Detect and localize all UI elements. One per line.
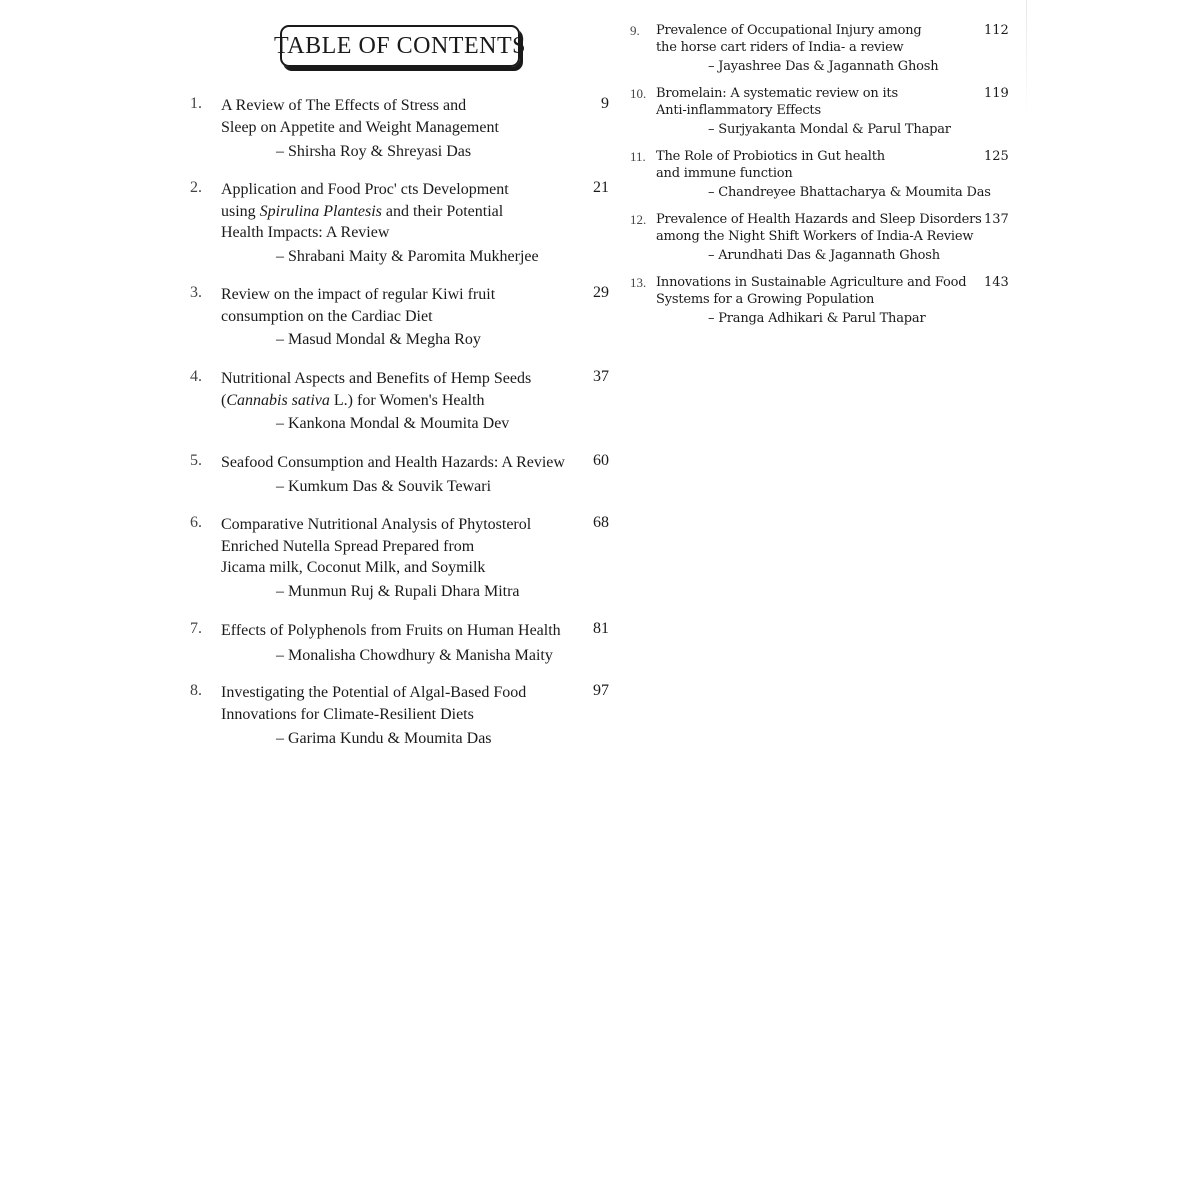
entry-title	[221, 620, 581, 642]
entry-page-number: 68	[593, 514, 609, 531]
entry-title-line: Innovations in Sustainable Agriculture and Food	[656, 275, 967, 290]
entry-authors: – Masud Mondal & Megha Roy	[276, 331, 481, 348]
entry-title-line: Anti-inflammatory Effects	[656, 102, 821, 118]
entry-page-number: 21	[593, 179, 609, 196]
entry-title	[221, 368, 581, 411]
entry-page-number: 119	[984, 86, 1009, 101]
entry-title	[656, 275, 966, 308]
entry-number: 12.	[630, 212, 647, 227]
entry-title-line: Seafood Consumption and Health Hazards: A Review	[221, 454, 565, 471]
entry-title-line: Health Impacts: A Review	[221, 224, 390, 241]
entry-title-line: Investigating the Potential of Algal-Based Food	[221, 684, 527, 701]
entry-title-line: among the Night Shift Workers of India-A Review	[656, 228, 974, 244]
entry-number: 11.	[630, 149, 646, 164]
entry-title-line: consumption on the Cardiac Diet	[221, 307, 433, 325]
entry-page-number: 37	[593, 368, 609, 385]
entry-title-line: Application and Food Proc' cts Development	[221, 181, 509, 198]
entry-title-line: Effects of Polyphenols from Fruits on Human Health	[221, 622, 561, 639]
entry-number: 8.	[190, 682, 202, 699]
entry-title-line: and immune function	[656, 165, 793, 181]
entry-title-line: Jicama milk, Coconut Milk, and Soymilk	[221, 559, 486, 576]
entry-title	[656, 23, 966, 56]
entry-number: 1.	[190, 95, 202, 112]
entry-title	[221, 179, 581, 244]
entry-title-line: Sleep on Appetite and Weight Management	[221, 118, 499, 136]
entry-title	[656, 212, 982, 245]
page-title: TABLE OF CONTENTS	[274, 32, 526, 59]
entry-number: 10.	[630, 86, 647, 101]
entry-title-line: Comparative Nutritional Analysis of Phytosterol	[221, 516, 532, 533]
entry-title-line: Enriched Nutella Spread Prepared from	[221, 537, 475, 555]
entry-page-number: 137	[984, 212, 1009, 227]
entry-number: 5.	[190, 452, 202, 469]
entry-title	[656, 149, 966, 182]
entry-page-number: 97	[593, 682, 609, 699]
entry-page-number: 112	[984, 23, 1009, 38]
entry-number: 2.	[190, 179, 202, 196]
entry-page-number: 143	[984, 275, 1009, 290]
entry-authors: – Arundhati Das & Jagannath Ghosh	[708, 248, 940, 263]
entry-number: 7.	[190, 620, 202, 637]
entry-title-line: the horse cart riders of India- a review	[656, 39, 904, 55]
entry-title-line: using Spirulina Plantesis and their Potential	[221, 202, 504, 220]
entry-title-line: The Role of Probiotics in Gut health	[656, 149, 885, 164]
entry-authors: – Jayashree Das & Jagannath Ghosh	[708, 59, 939, 74]
entry-title	[656, 86, 966, 119]
entry-page-number: 9	[601, 95, 609, 112]
entry-authors: – Munmun Ruj & Rupali Dhara Mitra	[276, 583, 520, 600]
entry-authors: – Kankona Mondal & Moumita Dev	[276, 415, 510, 432]
entry-title	[221, 682, 581, 725]
entry-authors: – Shrabani Maity & Paromita Mukherjee	[276, 248, 539, 265]
entry-authors: – Garima Kundu & Moumita Das	[276, 730, 492, 747]
entry-number: 6.	[190, 514, 202, 531]
entry-page-number: 81	[593, 620, 609, 637]
entry-title-line: Nutritional Aspects and Benefits of Hemp Seeds	[221, 370, 532, 387]
entry-authors: – Kumkum Das & Souvik Tewari	[276, 478, 492, 495]
entry-title-line: Bromelain: A systematic review on its	[656, 86, 898, 101]
entry-number: 13.	[630, 275, 647, 290]
entry-title-line: (Cannabis sativa L.) for Women's Health	[221, 391, 485, 409]
entry-page-number: 60	[593, 452, 609, 469]
entry-title	[221, 452, 581, 474]
entry-title-line: Innovations for Climate-Resilient Diets	[221, 705, 474, 723]
entry-title-line: Prevalence of Occupational Injury among	[656, 23, 922, 38]
entry-title	[221, 95, 581, 138]
entry-title-line: Review on the impact of regular Kiwi fruit	[221, 286, 496, 303]
entry-authors: – Chandreyee Bhattacharya & Moumita Das	[708, 185, 991, 200]
entry-title-line: Prevalence of Health Hazards and Sleep Disorders	[656, 212, 982, 227]
entry-title-line: Systems for a Growing Population	[656, 291, 875, 307]
entry-number: 9.	[630, 23, 640, 38]
entry-number: 4.	[190, 368, 202, 385]
table-of-contents-heading-box	[274, 25, 526, 67]
entry-number: 3.	[190, 284, 202, 301]
entry-page-number: 29	[593, 284, 609, 301]
entry-authors: – Monalisha Chowdhury & Manisha Maity	[276, 647, 553, 664]
entry-authors: – Surjyakanta Mondal & Parul Thapar	[708, 122, 951, 137]
entry-authors: – Shirsha Roy & Shreyasi Das	[276, 143, 472, 160]
entry-authors: – Pranga Adhikari & Parul Thapar	[708, 311, 926, 326]
entry-title	[221, 514, 581, 579]
entry-title-line: A Review of The Effects of Stress and	[221, 97, 467, 114]
page-edge-shadow	[1026, 0, 1027, 120]
entry-title	[221, 284, 581, 327]
entry-page-number: 125	[984, 149, 1009, 164]
